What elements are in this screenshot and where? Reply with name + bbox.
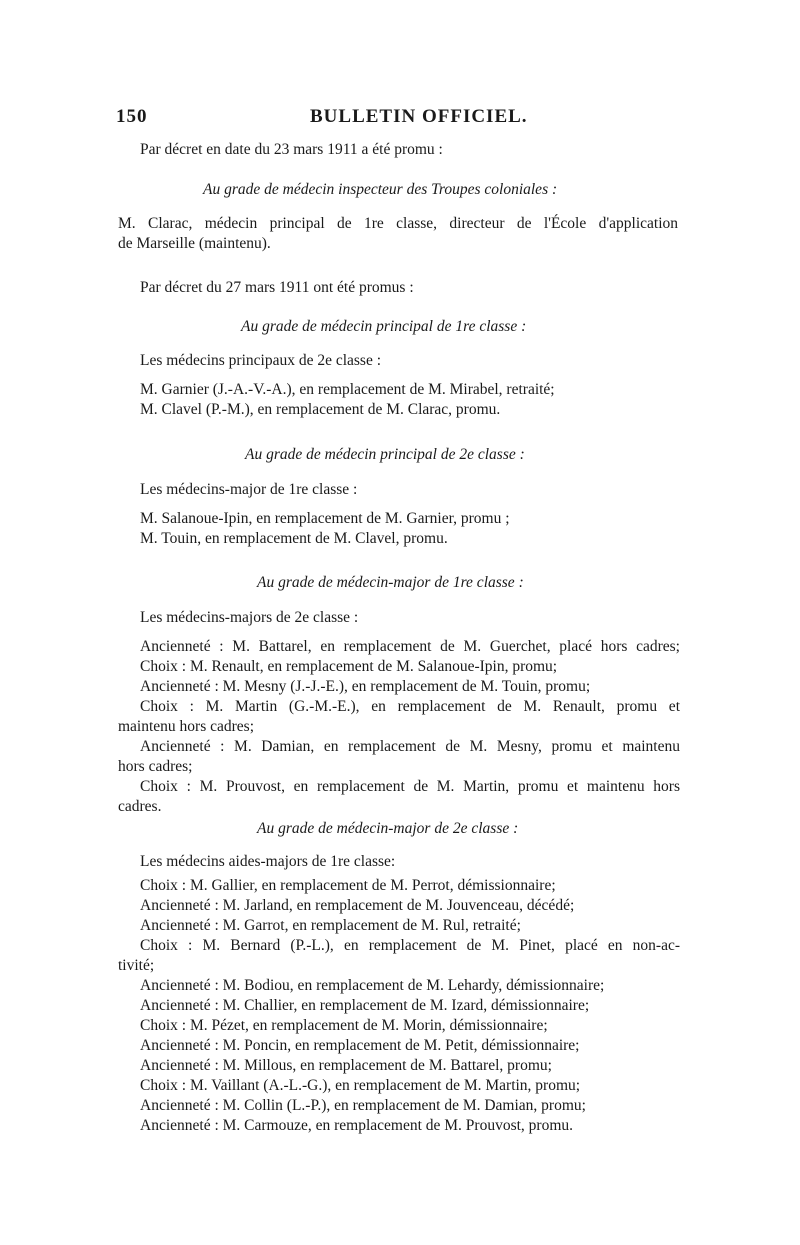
text-line: M. Clavel (P.-M.), en remplacement de M. Clarac, promu. <box>140 401 501 418</box>
text-line: Ancienneté : M. Carmouze, en remplacement de M. Prouvost, promu. <box>140 1117 574 1134</box>
text-line: M. Salanoue-Ipin, en remplacement de M. Garnier, promu ; <box>140 510 510 527</box>
text-line: M. Garnier (J.-A.-V.-A.), en remplacement de M. Mirabel, retraité; <box>140 381 555 398</box>
page-number: 150 <box>116 106 148 127</box>
text-line: tivité; <box>118 957 155 974</box>
text-line: Ancienneté : M. Garrot, en remplacement de M. Rul, retraité; <box>140 917 521 934</box>
page-header-title: BULLETIN OFFICIEL. <box>310 106 528 127</box>
text-line: Les médecins aides-majors de 1re classe: <box>140 853 396 870</box>
text-line: Les médecins principaux de 2e classe : <box>140 352 382 369</box>
text-line: Ancienneté : M. Millous, en remplacement de M. Battarel, promu; <box>140 1057 552 1074</box>
text-line: hors cadres; <box>118 758 193 775</box>
grade-heading: Au grade de médecin principal de 1re classe : <box>241 318 527 335</box>
text-line: Choix : M. Pézet, en remplacement de M. Morin, démissionnaire; <box>140 1017 548 1034</box>
text-line: Ancienneté : M. Jarland, en remplacement de M. Jouvenceau, décédé; <box>140 897 575 914</box>
text-line: Choix : M. Gallier, en remplacement de M. Perrot, démissionnaire; <box>140 877 556 894</box>
text-line: M. Clarac, médecin principal de 1re classe, directeur de l'École d'application <box>118 215 678 232</box>
text-line: Ancienneté : M. Battarel, en remplacement de M. Guerchet, placé hors cadres; <box>140 638 680 655</box>
text-line: Ancienneté : M. Damian, en remplacement de M. Mesny, promu et maintenu <box>140 738 680 755</box>
text-line: Ancienneté : M. Collin (L.-P.), en remplacement de M. Damian, promu; <box>140 1097 586 1114</box>
decree-intro: Par décret en date du 23 mars 1911 a été promu : <box>140 141 443 158</box>
text-line: Choix : M. Vaillant (A.-L.-G.), en remplacement de M. Martin, promu; <box>140 1077 581 1094</box>
text-line: Choix : M. Martin (G.-M.-E.), en remplacement de M. Renault, promu et <box>140 698 680 715</box>
grade-heading: Au grade de médecin-major de 2e classe : <box>257 820 519 837</box>
text-line: cadres. <box>118 798 162 815</box>
text-line: Choix : M. Prouvost, en remplacement de M. Martin, promu et maintenu hors <box>140 778 680 795</box>
text-line: de Marseille (maintenu). <box>118 235 271 252</box>
text-line: Ancienneté : M. Poncin, en remplacement de M. Petit, démissionnaire; <box>140 1037 580 1054</box>
text-line: Choix : M. Renault, en remplacement de M. Salanoue-Ipin, promu; <box>140 658 558 675</box>
grade-heading: Au grade de médecin principal de 2e classe : <box>245 446 525 463</box>
decree-intro: Par décret du 27 mars 1911 ont été promus : <box>140 279 414 296</box>
text-line: Ancienneté : M. Bodiou, en remplacement de M. Lehardy, démissionnaire; <box>140 977 605 994</box>
text-line: M. Touin, en remplacement de M. Clavel, promu. <box>140 530 448 547</box>
text-line: Ancienneté : M. Mesny (J.-J.-E.), en remplacement de M. Touin, promu; <box>140 678 591 695</box>
text-line: Les médecins-major de 1re classe : <box>140 481 358 498</box>
grade-heading: Au grade de médecin-major de 1re classe : <box>257 574 524 591</box>
text-line: Choix : M. Bernard (P.-L.), en remplacement de M. Pinet, placé en non-ac- <box>140 937 680 954</box>
text-line: Ancienneté : M. Challier, en remplacement de M. Izard, démissionnaire; <box>140 997 590 1014</box>
grade-heading: Au grade de médecin inspecteur des Troupes coloniales : <box>203 181 558 198</box>
text-line: maintenu hors cadres; <box>118 718 255 735</box>
text-line: Les médecins-majors de 2e classe : <box>140 609 359 626</box>
